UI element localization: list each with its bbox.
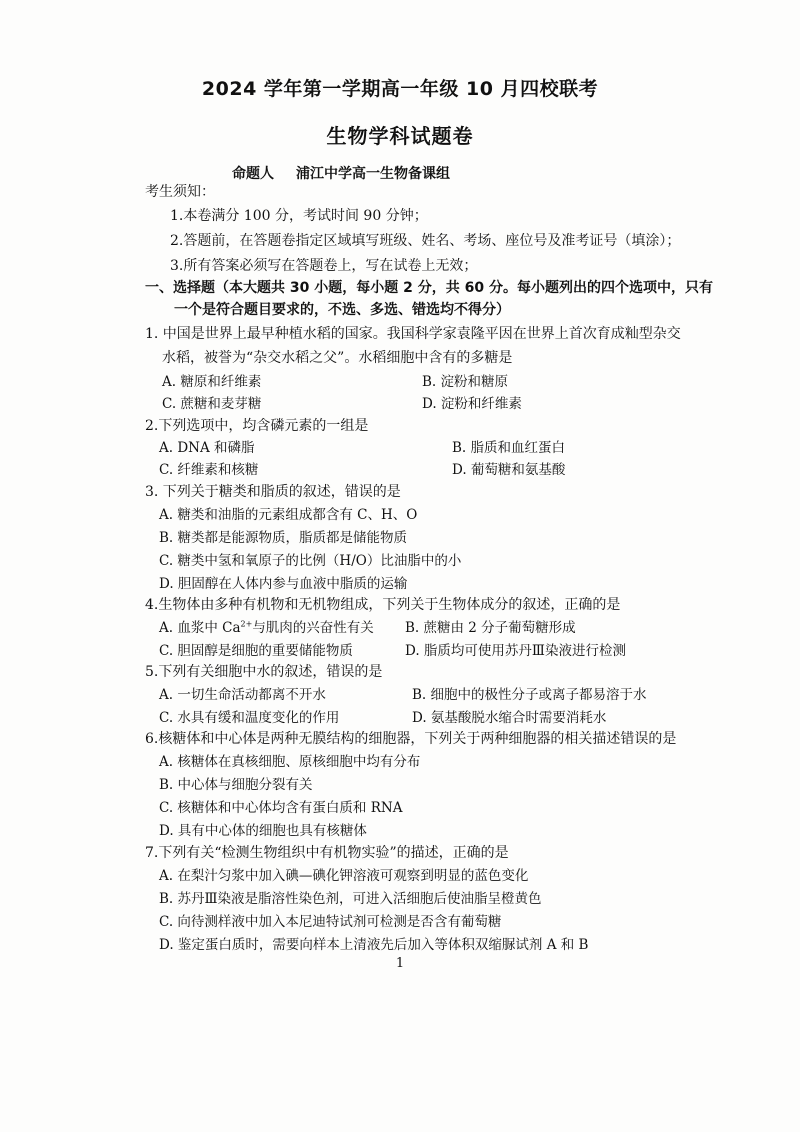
notice-item-1: 1.本卷满分 100 分，考试时间 90 分钟；	[170, 208, 428, 224]
question-1-stem: 1. 中国是世界上最早种植水稻的国家。我国科学家袁隆平因在世界上首次育成籼型杂交	[145, 326, 681, 342]
question-6-stem: 6.核糖体和中心体是两种无膜结构的细胞器，下列关于两种细胞器的相关描述错误的是	[145, 731, 677, 747]
question-3-option-a: A. 糖类和油脂的元素组成都含有 C、H、O	[159, 507, 418, 523]
notice-item-3: 3.所有答案必须写在答题卷上，写在试卷上无效；	[170, 258, 478, 274]
page-number: 1	[395, 956, 405, 971]
question-5-stem: 5.下列有关细胞中水的叙述，错误的是	[145, 664, 383, 680]
question-4-option-d: D. 脂质均可使用苏丹Ⅲ染液进行检测	[405, 643, 626, 659]
question-7-option-c: C. 向待测样液中加入本尼迪特试剂可检测是否含有葡萄糖	[159, 914, 502, 930]
section-heading-line2: 一个是符合题目要求的，不选、多选、错选均不得分）	[174, 302, 510, 318]
exam-subtitle: 生物学科试题卷	[326, 124, 474, 148]
question-2-option-a: A. DNA 和磷脂	[159, 440, 255, 456]
question-7-stem: 7.下列有关“检测生物组织中有机物实验”的描述，正确的是	[145, 845, 509, 861]
question-1-option-c: C. 蔗糖和麦芽糖	[162, 396, 262, 412]
question-2-option-d: D. 葡萄糖和氨基酸	[452, 462, 566, 478]
question-1-stem-cont: 水稻，被誉为“杂交水稻之父”。水稻细胞中含有的多糖是	[162, 350, 513, 366]
question-4-option-a: A. 血浆中 $Ca^{2+}$与肌肉的兴奋性有关	[159, 619, 374, 636]
setter-line	[232, 163, 472, 183]
question-3-option-b: B. 糖类都是能源物质，脂质都是储能物质	[159, 530, 408, 546]
question-5-option-c: C. 水具有缓和温度变化的作用	[159, 710, 340, 726]
question-6-option-b: B. 中心体与细胞分裂有关	[159, 777, 313, 793]
question-1-option-d: D. 淀粉和纤维素	[422, 396, 522, 412]
notice-heading: 考生须知：	[145, 184, 215, 200]
notice-item-2: 2.答题前，在答题卷指定区域填写班级、姓名、考场、座位号及准考证号（填涂）；	[170, 233, 681, 249]
question-1-option-b: B. 淀粉和糖原	[422, 374, 509, 390]
question-7-option-a: A. 在梨汁匀浆中加入碘—碘化钾溶液可观察到明显的蓝色变化	[159, 868, 529, 884]
exam-title: 2024 学年第一学期高一年级 10 月四校联考	[201, 78, 599, 100]
question-5-option-a: A. 一切生命活动都离不开水	[159, 687, 326, 703]
section-heading-line1: 一、选择题（本大题共 30 小题，每小题 2 分，共 60 分。每小题列出的四个选项中，只有	[145, 280, 713, 296]
question-6-option-a: A. 核糖体在真核细胞、原核细胞中均有分布	[159, 754, 421, 770]
question-2-stem: 2.下列选项中，均含磷元素的一组是	[145, 418, 369, 434]
question-3-option-d: D. 胆固醇在人体内参与血液中脂质的运输	[159, 576, 408, 592]
question-5-option-d: D. 氨基酸脱水缩合时需要消耗水	[412, 710, 607, 726]
question-1-option-a: A. 糖原和纤维素	[162, 374, 262, 390]
question-6-option-c: C. 核糖体和中心体均含有蛋白质和 RNA	[159, 800, 403, 816]
question-7-option-b: B. 苏丹Ⅲ染液是脂溶性染色剂，可进入活细胞后使油脂呈橙黄色	[159, 891, 542, 907]
setter-name: 浦江中学高一生物备课组	[296, 166, 450, 182]
question-2-option-b: B. 脂质和血红蛋白	[452, 440, 566, 456]
question-3-stem: 3. 下列关于糖类和脂质的叙述，错误的是	[145, 484, 401, 500]
question-6-option-d: D. 具有中心体的细胞也具有核糖体	[159, 823, 367, 839]
question-4-option-c: C. 胆固醇是细胞的重要储能物质	[159, 643, 353, 659]
question-4-stem: 4.生物体由多种有机物和无机物组成，下列关于生物体成分的叙述，正确的是	[145, 597, 621, 613]
question-5-option-b: B. 细胞中的极性分子或离子都易溶于水	[412, 687, 647, 703]
question-3-option-c: C. 糖类中氢和氧原子的比例（H/O）比油脂中的小	[159, 553, 462, 569]
question-4-option-b: B. 蔗糖由 2 分子葡萄糖形成	[405, 620, 576, 636]
question-7-option-d: D. 鉴定蛋白质时，需要向样本上清液先后加入等体积双缩脲试剂 A 和 B	[159, 937, 589, 953]
setter-label: 命题人	[232, 166, 274, 182]
question-2-option-c: C. 纤维素和核糖	[159, 462, 259, 478]
